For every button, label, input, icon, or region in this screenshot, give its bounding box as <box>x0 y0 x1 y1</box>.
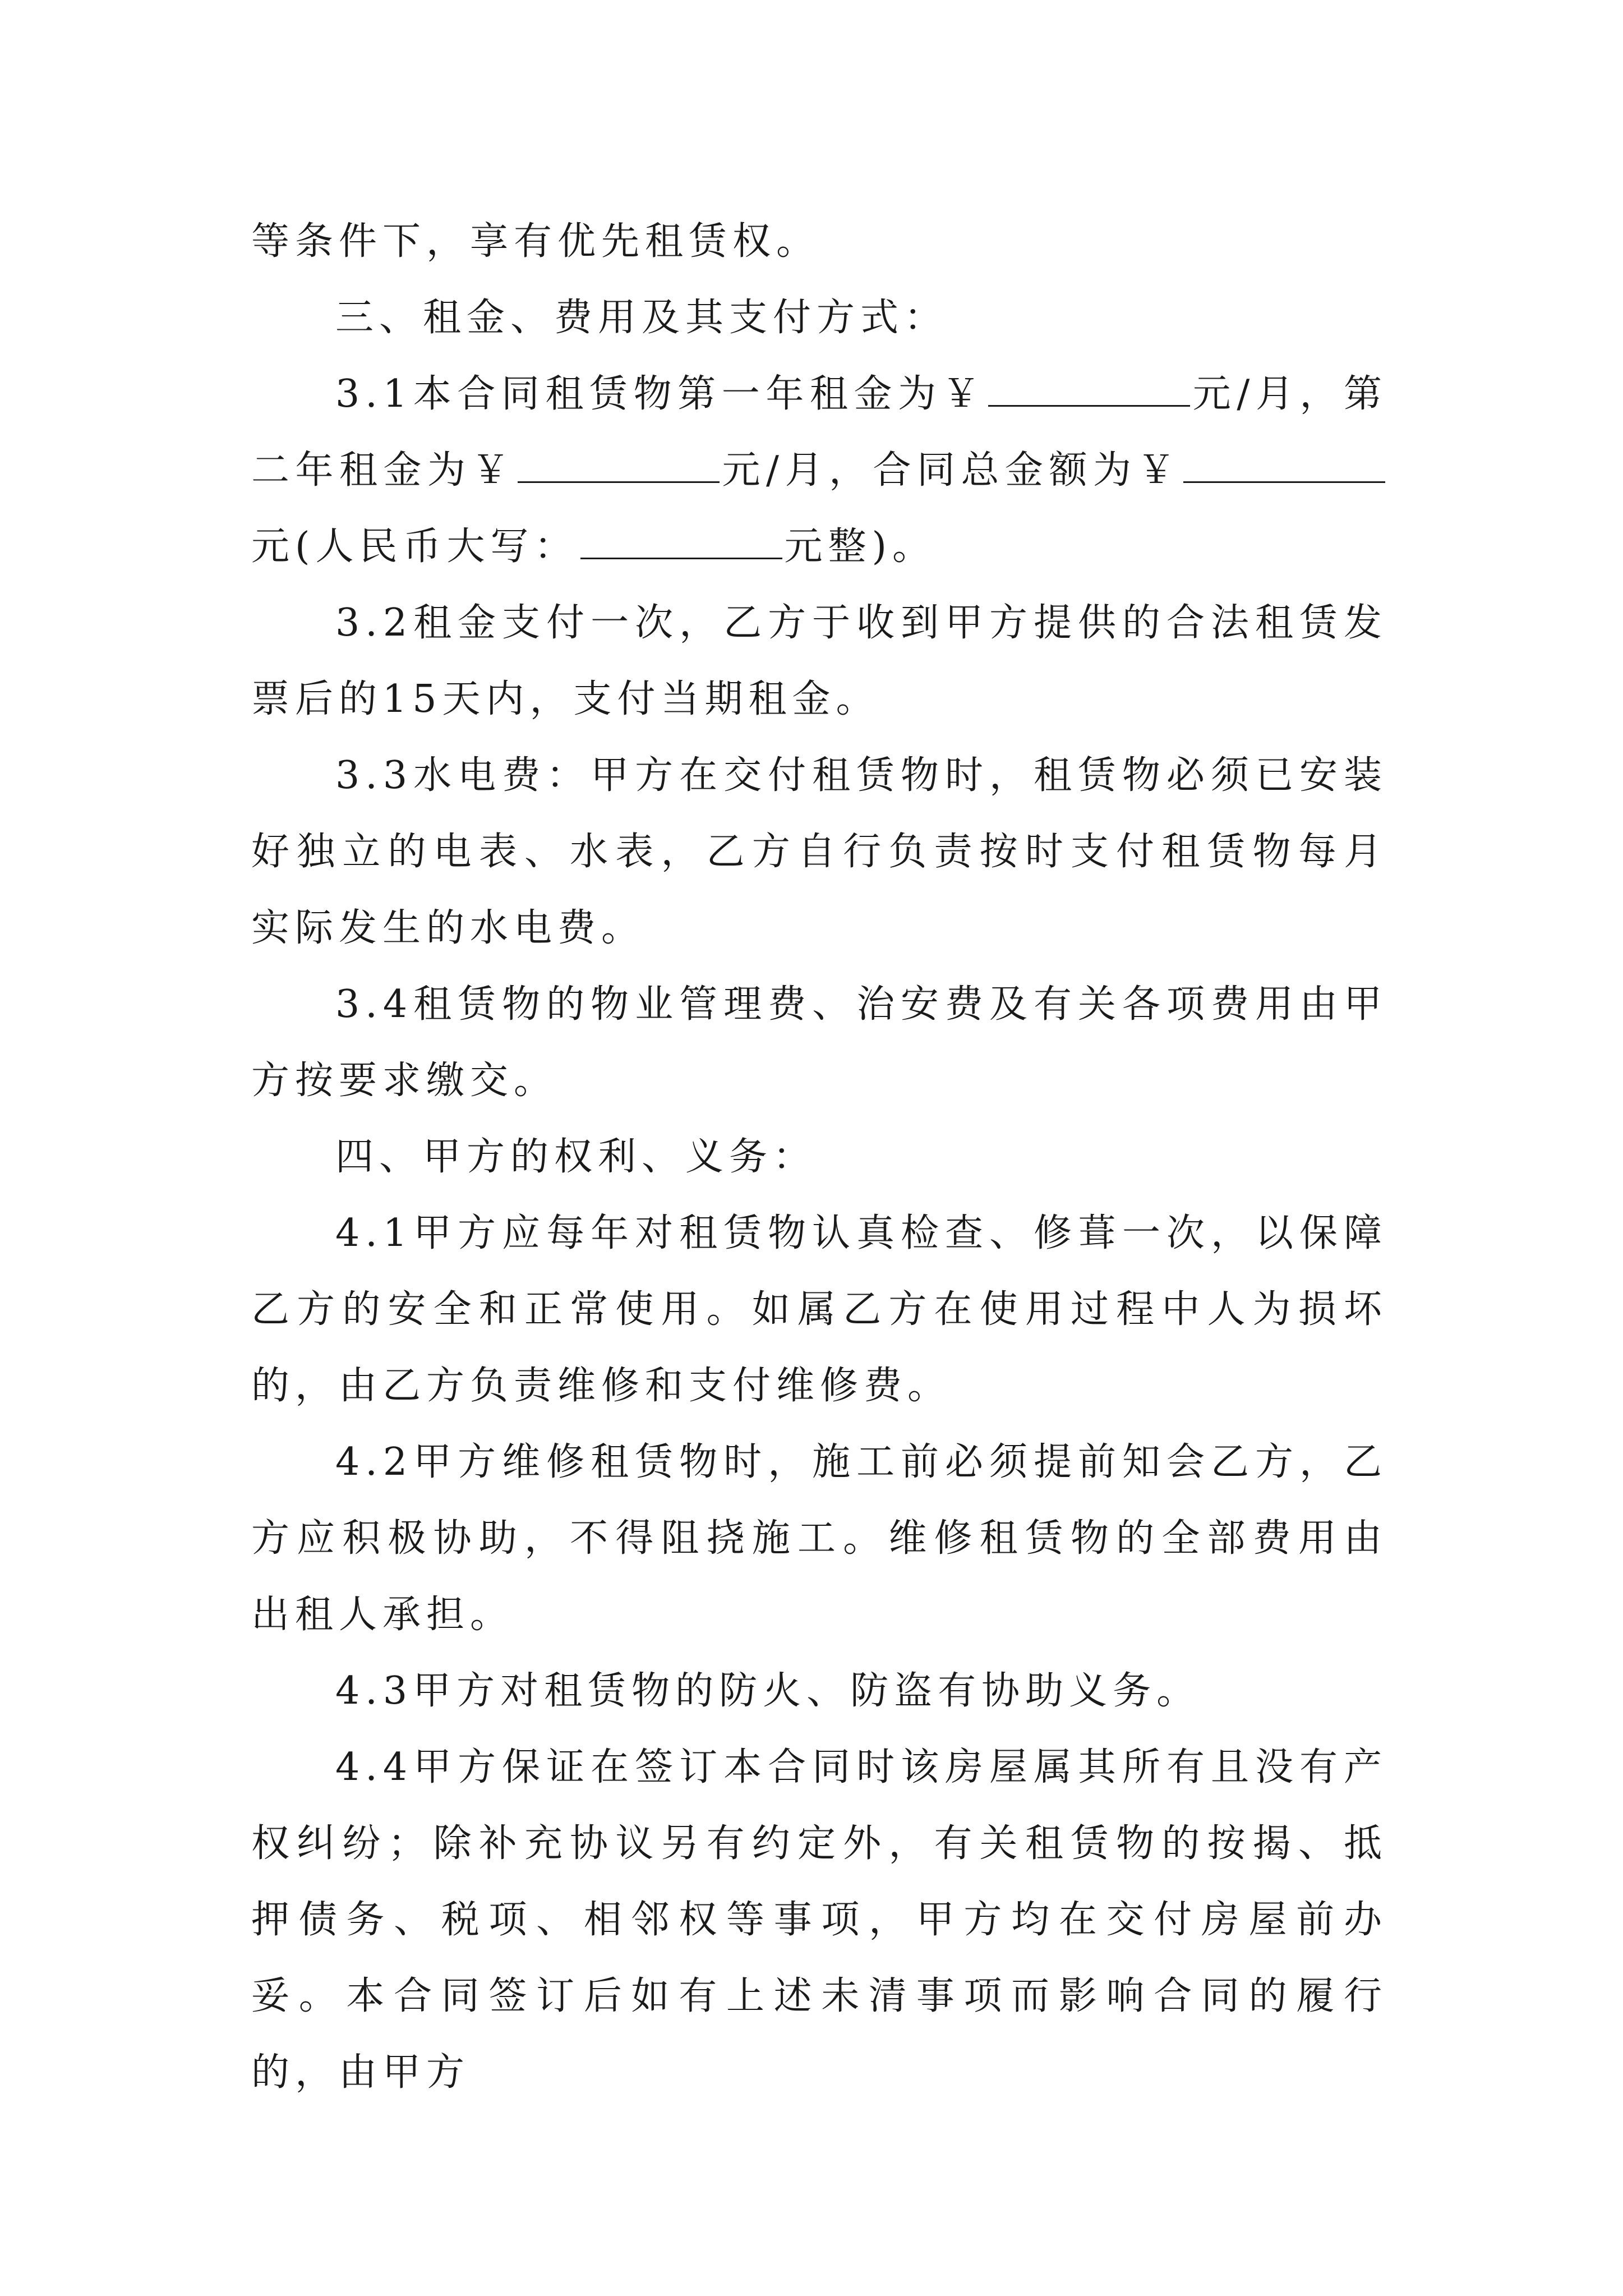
clause-3-3: 3.3水电费：甲方在交付租赁物时，租赁物必须已安装好独立的电表、水表，乙方自行负责按时支付租赁物每月实际发生的水电费。 <box>251 753 1387 950</box>
clause-3-1-text-c: 元/月，合同总金额为￥ <box>722 448 1181 493</box>
clause-3-1-text-e: 元整)。 <box>784 524 937 569</box>
clause-4-4: 4.4甲方保证在签订本合同时该房屋属其所有且没有产权纠纷；除补充协议另有约定外，有关租赁物的按揭、抵押债务、税项、相邻权等事项，甲方均在交付房屋前办妥。本合同签订后如有上述未清事项而影响合同的履行的，由甲方 <box>251 1745 1387 2095</box>
clause-4-1: 4.1甲方应每年对租赁物认真检查、修葺一次，以保障乙方的安全和正常使用。如属乙方在使用过程中人为损坏的，由乙方负责维修和支付维修费。 <box>251 1211 1387 1408</box>
clause-3-2: 3.2租金支付一次，乙方于收到甲方提供的合法租赁发票后的15天内，支付当期租金。 <box>251 601 1387 721</box>
clause-3-1-text-a: 3.1本合同租赁物第一年租金为￥ <box>335 372 986 416</box>
clause-3-1-text-b: 元/月，第二年租金为￥ <box>251 372 1387 493</box>
clause-3-1 <box>251 356 1387 585</box>
second-year-rent-blank[interactable] <box>518 440 720 483</box>
amount-in-words-blank[interactable] <box>580 516 782 559</box>
first-year-rent-blank[interactable] <box>988 364 1190 407</box>
section-heading-lessor-rights: 四、甲方的权利、义务： <box>335 1135 817 1179</box>
clause-3-1-text-d: 元(人民币大写： <box>251 524 578 569</box>
total-amount-blank[interactable] <box>1183 440 1385 483</box>
section-heading-rent-and-fees: 三、租金、费用及其支付方式： <box>335 296 948 340</box>
clause-4-2: 4.2甲方维修租赁物时，施工前必须提前知会乙方，乙方应积极协助，不得阻挠施工。维修租赁物的全部费用由出租人承担。 <box>251 1440 1387 1637</box>
clause-4-3: 4.3甲方对租赁物的防火、防盗有协助义务。 <box>335 1669 1201 1713</box>
clause-3-4: 3.4租赁物的物业管理费、治安费及有关各项费用由甲方按要求缴交。 <box>251 982 1387 1103</box>
paragraph-continuation: 等条件下，享有优先租赁权。 <box>251 219 820 264</box>
document-body <box>251 204 1387 2111</box>
